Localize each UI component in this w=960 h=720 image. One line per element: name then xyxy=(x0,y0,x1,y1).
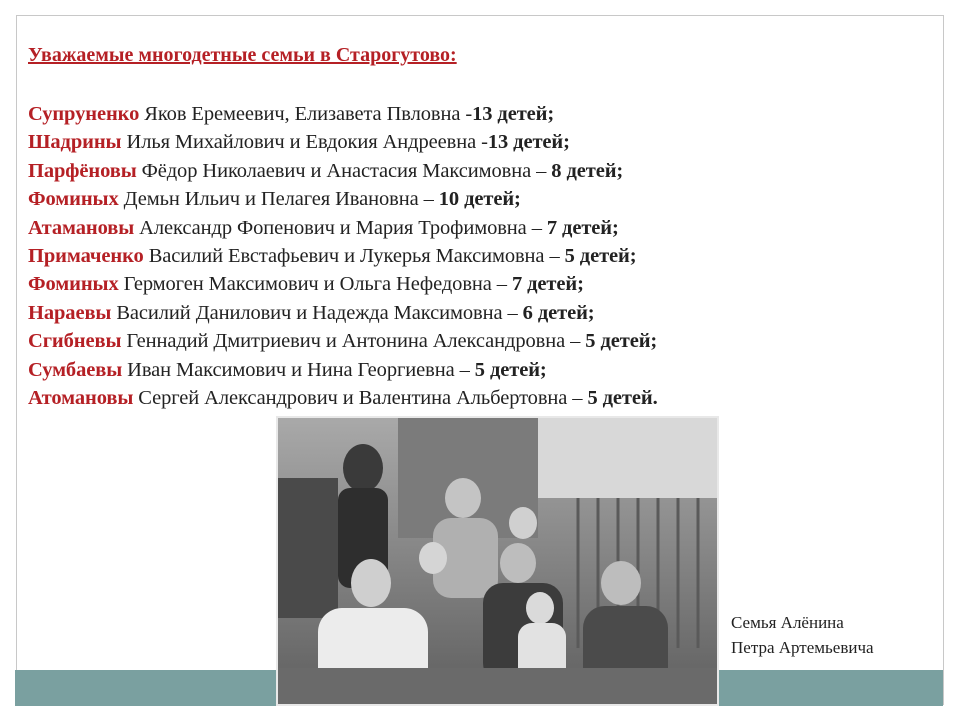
family-surname: Атомановы xyxy=(28,387,134,410)
family-names: Илья Михайлович и Евдокия Андреевна - xyxy=(121,131,488,154)
family-line xyxy=(28,100,928,128)
children-count: 8 детей; xyxy=(551,159,624,182)
children-count: 13 детей; xyxy=(472,103,555,125)
family-names: Гермоген Максимович и Ольга Нефедовна – xyxy=(118,273,512,296)
family-photo xyxy=(276,416,719,706)
slide-title: Уважаемые многодетные семьи в Старогутово: xyxy=(28,44,457,66)
children-count: 5 детей; xyxy=(564,245,637,268)
family-surname: Фоминых xyxy=(28,188,119,211)
family-surname: Нараевы xyxy=(28,301,112,324)
family-line xyxy=(28,128,928,156)
family-names: Василий Евстафьевич и Лукерья Максимовна – xyxy=(143,245,565,268)
photo-caption xyxy=(731,610,874,660)
family-names: Яков Еремеевич, Елизавета Пвловна - xyxy=(139,103,473,125)
family-surname: Сумбаевы xyxy=(28,358,123,381)
children-count: 7 детей; xyxy=(511,273,584,296)
caption-line-2: Петра Артемьевича xyxy=(731,638,874,657)
family-surname: Фоминых xyxy=(28,273,119,296)
children-count: 5 детей. xyxy=(587,387,658,410)
family-surname: Супруненко xyxy=(28,103,140,125)
family-names: Демьн Ильич и Пелагея Ивановна – xyxy=(118,188,439,211)
children-count: 6 детей; xyxy=(522,301,595,324)
family-line xyxy=(28,157,928,185)
family-names: Фёдор Николаевич и Анастасия Максимовна – xyxy=(136,159,552,182)
family-names: Сергей Александрович и Валентина Альбертовна – xyxy=(133,387,588,410)
family-line xyxy=(28,384,928,412)
children-count: 13 детей; xyxy=(487,131,570,154)
family-line xyxy=(28,242,928,270)
children-count: 10 детей; xyxy=(438,188,521,211)
family-surname: Шадрины xyxy=(28,131,122,154)
family-line xyxy=(28,299,928,327)
family-surname: Примаченко xyxy=(28,245,144,268)
family-line xyxy=(28,327,928,355)
family-line xyxy=(28,356,928,384)
children-count: 7 детей; xyxy=(546,216,619,239)
family-surname: Атамановы xyxy=(28,216,135,239)
children-count: 5 детей; xyxy=(474,358,547,381)
family-names: Василий Данилович и Надежда Максимовна – xyxy=(111,301,523,324)
family-surname: Сгибневы xyxy=(28,330,122,353)
family-names: Александр Фопенович и Мария Трофимовна – xyxy=(134,216,547,239)
family-line xyxy=(28,185,928,213)
family-names: Геннадий Дмитриевич и Антонина Александровна – xyxy=(121,330,586,353)
family-names: Иван Максимович и Нина Георгиевна – xyxy=(122,358,475,381)
family-list xyxy=(28,100,928,412)
family-surname: Парфёновы xyxy=(28,159,137,182)
children-count: 5 детей; xyxy=(585,330,658,353)
caption-line-1: Семья Алёнина xyxy=(731,613,844,632)
family-line xyxy=(28,214,928,242)
family-line xyxy=(28,270,928,298)
